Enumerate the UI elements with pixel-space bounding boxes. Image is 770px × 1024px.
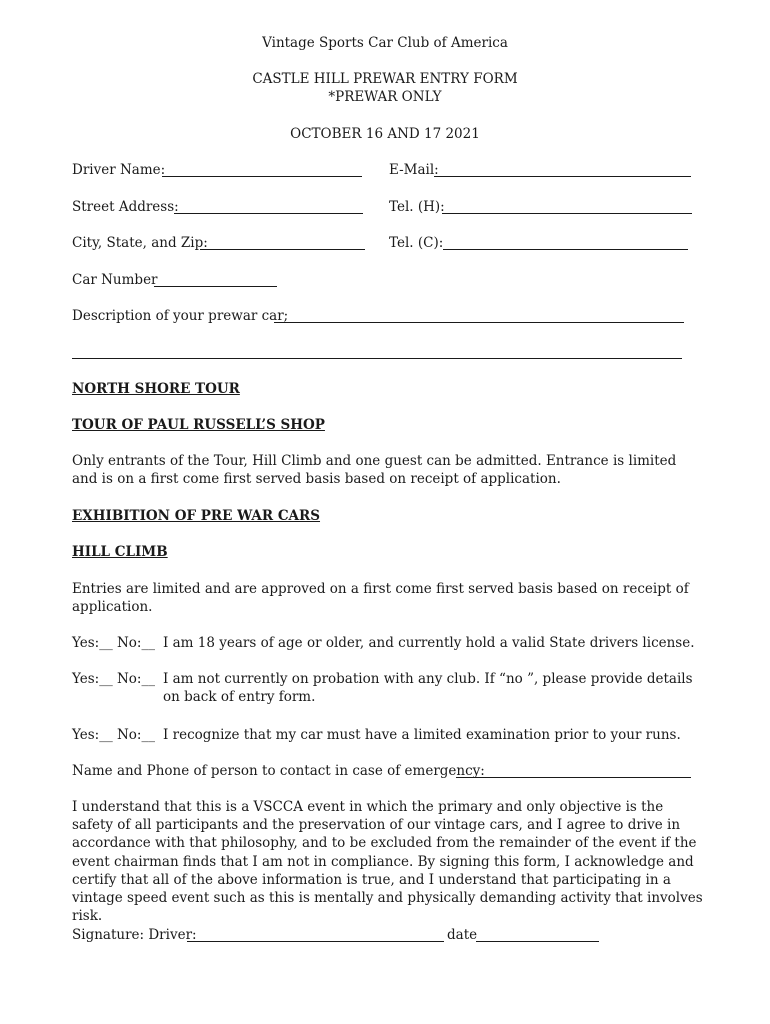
examination-yes-no[interactable]: Yes:__ No:__ xyxy=(72,727,155,743)
paul-russell-shop-text: Only entrants of the Tour, Hill Climb and one guest can be admitted. Entrance is limited and is on a first come first served basis based on receipt of application. xyxy=(72,453,677,488)
examination-statement: I recognize that my car must have a limited examination prior to your runs. xyxy=(163,727,681,743)
city-state-zip-label: City, State, and Zip: xyxy=(72,235,208,251)
tel-cell-field[interactable] xyxy=(443,249,688,250)
emergency-contact-field[interactable] xyxy=(456,777,691,778)
exhibition-heading: EXHIBITION OF PRE WAR CARS xyxy=(72,508,321,524)
paul-russell-shop-heading: TOUR OF PAUL RUSSELL’S SHOP xyxy=(72,417,325,433)
age-license-statement: I am 18 years of age or older, and currently hold a valid State drivers license. xyxy=(163,635,695,651)
probation-statement: I am not currently on probation with any club. If “no ”, please provide details on back of entry form. xyxy=(163,671,693,706)
form-subtitle: *PREWAR ONLY xyxy=(328,89,442,105)
city-state-zip-field[interactable] xyxy=(200,249,365,250)
car-description-field-line-2[interactable] xyxy=(72,358,682,359)
age-license-yes-no[interactable]: Yes:__ No:__ xyxy=(72,635,155,651)
north-shore-tour-heading: NORTH SHORE TOUR xyxy=(72,381,240,397)
tel-home-label: Tel. (H): xyxy=(389,199,445,215)
waiver-text: I understand that this is a VSCCA event in which the primary and only objective is the safety of all participants and the preservation of our vintage cars, and I agree to drive in accordance with that philosophy, and to be excluded from the remainder of the event if the event chairman finds that I am not in compliance. By signing this form, I acknowledge and certify that all of the above information is true, and I understand that participating in a vintage speed event such as this is mentally and physically demanding activity that involves risk. xyxy=(72,799,703,925)
event-dates: OCTOBER 16 AND 17 2021 xyxy=(290,126,480,142)
tel-cell-label: Tel. (C): xyxy=(389,235,444,251)
driver-name-label: Driver Name: xyxy=(72,162,166,178)
hill-climb-heading: HILL CLIMB xyxy=(72,544,168,560)
car-description-label: Description of your prewar car; xyxy=(72,308,289,324)
car-number-field[interactable] xyxy=(154,286,277,287)
probation-yes-no[interactable]: Yes:__ No:__ xyxy=(72,671,155,687)
street-address-label: Street Address: xyxy=(72,199,179,215)
tel-home-field[interactable] xyxy=(442,213,692,214)
hill-climb-text: Entries are limited and are approved on a first come first served basis based on receipt of application. xyxy=(72,581,689,616)
street-address-field[interactable] xyxy=(174,213,363,214)
car-description-field[interactable] xyxy=(274,322,684,323)
email-field[interactable] xyxy=(434,176,691,177)
signature-driver-field[interactable] xyxy=(187,941,444,942)
form-title: CASTLE HILL PREWAR ENTRY FORM xyxy=(252,71,518,87)
signature-driver-label: Signature: Driver: xyxy=(72,927,197,943)
email-label: E-Mail: xyxy=(389,162,439,178)
club-name: Vintage Sports Car Club of America xyxy=(262,35,508,51)
signature-date-label: date xyxy=(447,927,478,943)
driver-name-field[interactable] xyxy=(162,176,362,177)
emergency-contact-label: Name and Phone of person to contact in case of emergency: xyxy=(72,763,485,779)
signature-date-field[interactable] xyxy=(476,941,599,942)
car-number-label: Car Number xyxy=(72,272,158,288)
